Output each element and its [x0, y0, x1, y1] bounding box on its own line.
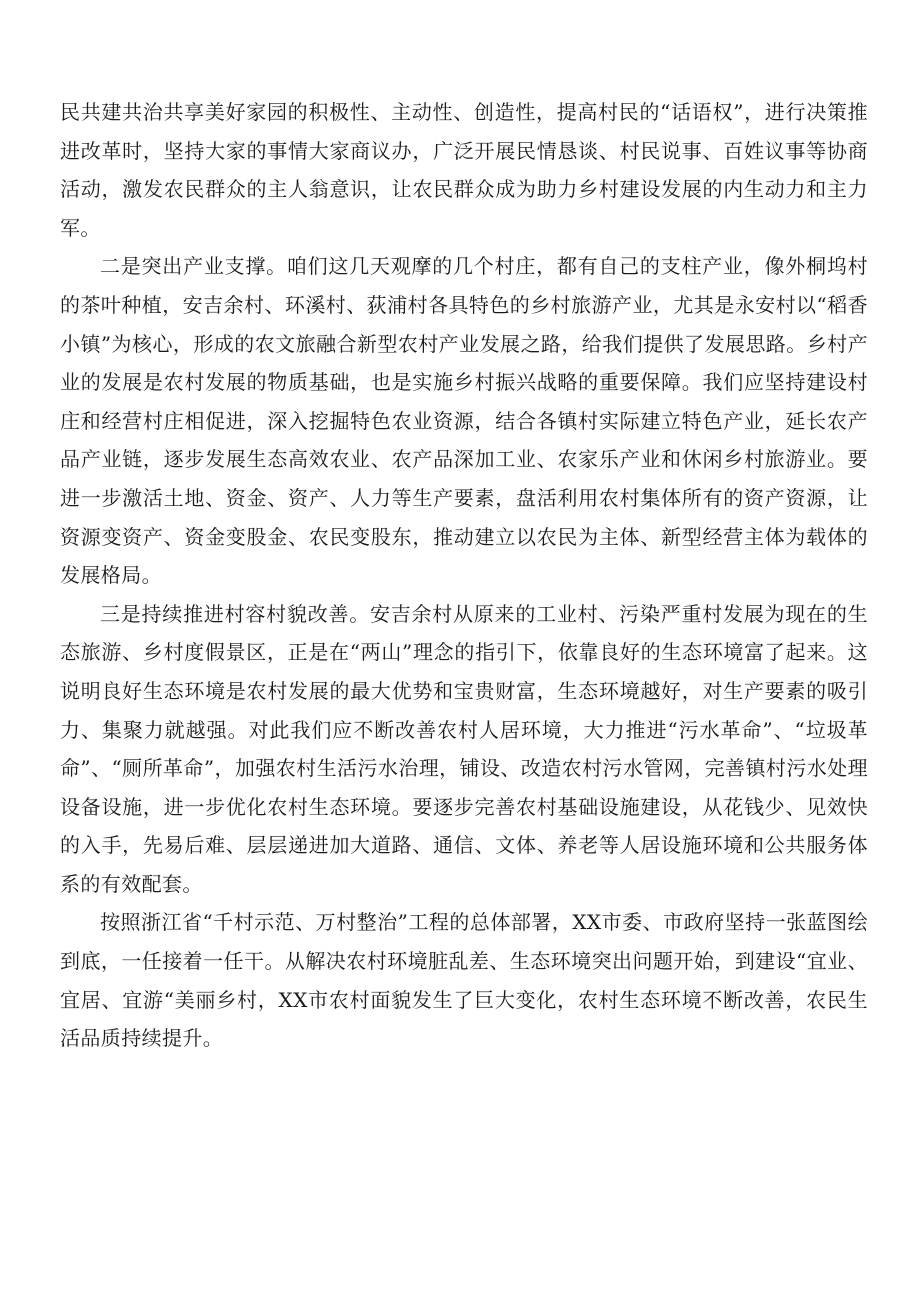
paragraph-3: 三是持续推进村容村貌改善。安吉余村从原来的工业村、污染严重村发展为现在的生态旅游、乡村度假景区，正是在“两山”理念的指引下，依靠良好的生态环境富了起来。这说明良好生态环境是农村发展的最大优势和宝贵财富，生态环境越好，对生产要素的吸引力、集聚力就越强。对此我们应不断改善农村人居环境，大力推进“污水革命”、“垃圾革命”、“厕所革命”，加强农村生活污水治理，铺设、改造农村污水管网，完善镇村污水处理设备设施，进一步优化农村生态环境。要逐步完善农村基础设施建设，从花钱少、见效快的入手，先易后难、层层递进加大道路、通信、文体、养老等人居设施环境和公共服务体系的有效配套。 — [60, 601, 868, 896]
paragraph-4: 按照浙江省“千村示范、万村整治”工程的总体部署，XX市委、市政府坚持一张蓝图绘到底，一任接着一任干。从解决农村环境脏乱差、生态环境突出问题开始，到建设“宜业、宜居、宜游“美丽乡村，XX市农村面貌发生了巨大变化，农村生态环境不断改善，农民生活品质持续提升。 — [60, 910, 868, 1051]
document-page — [60, 93, 868, 1058]
paragraph-2: 二是突出产业支撑。咱们这几天观摩的几个村庄，都有自己的支柱产业，像外桐坞村的茶叶种植，安吉余村、环溪村、荻浦村各具特色的乡村旅游产业，尤其是永安村以“稻香小镇”为核心，形成的农文旅融合新型农村产业发展之路，给我们提供了发展思路。乡村产业的发展是农村发展的物质基础，也是实施乡村振兴战略的重要保障。我们应坚持建设村庄和经营村庄相促进，深入挖掘特色农业资源，结合各镇村实际建立特色产业，延长农产品产业链，逐步发展生态高效农业、农产品深加工业、农家乐产业和休闲乡村旅游业。要进一步激活土地、资金、资产、人力等生产要素，盘活利用农村集体所有的资产资源，让资源变资产、资金变股金、农民变股东，推动建立以农民为主体、新型经营主体为载体的发展格局。 — [60, 254, 868, 588]
paragraph-1: 民共建共治共享美好家园的积极性、主动性、创造性，提高村民的“话语权”，进行决策推进改革时，坚持大家的事情大家商议办，广泛开展民情恳谈、村民说事、百姓议事等协商活动，激发农民群众的主人翁意识，让农民群众成为助力乡村建设发展的内生动力和主力军。 — [60, 100, 868, 240]
